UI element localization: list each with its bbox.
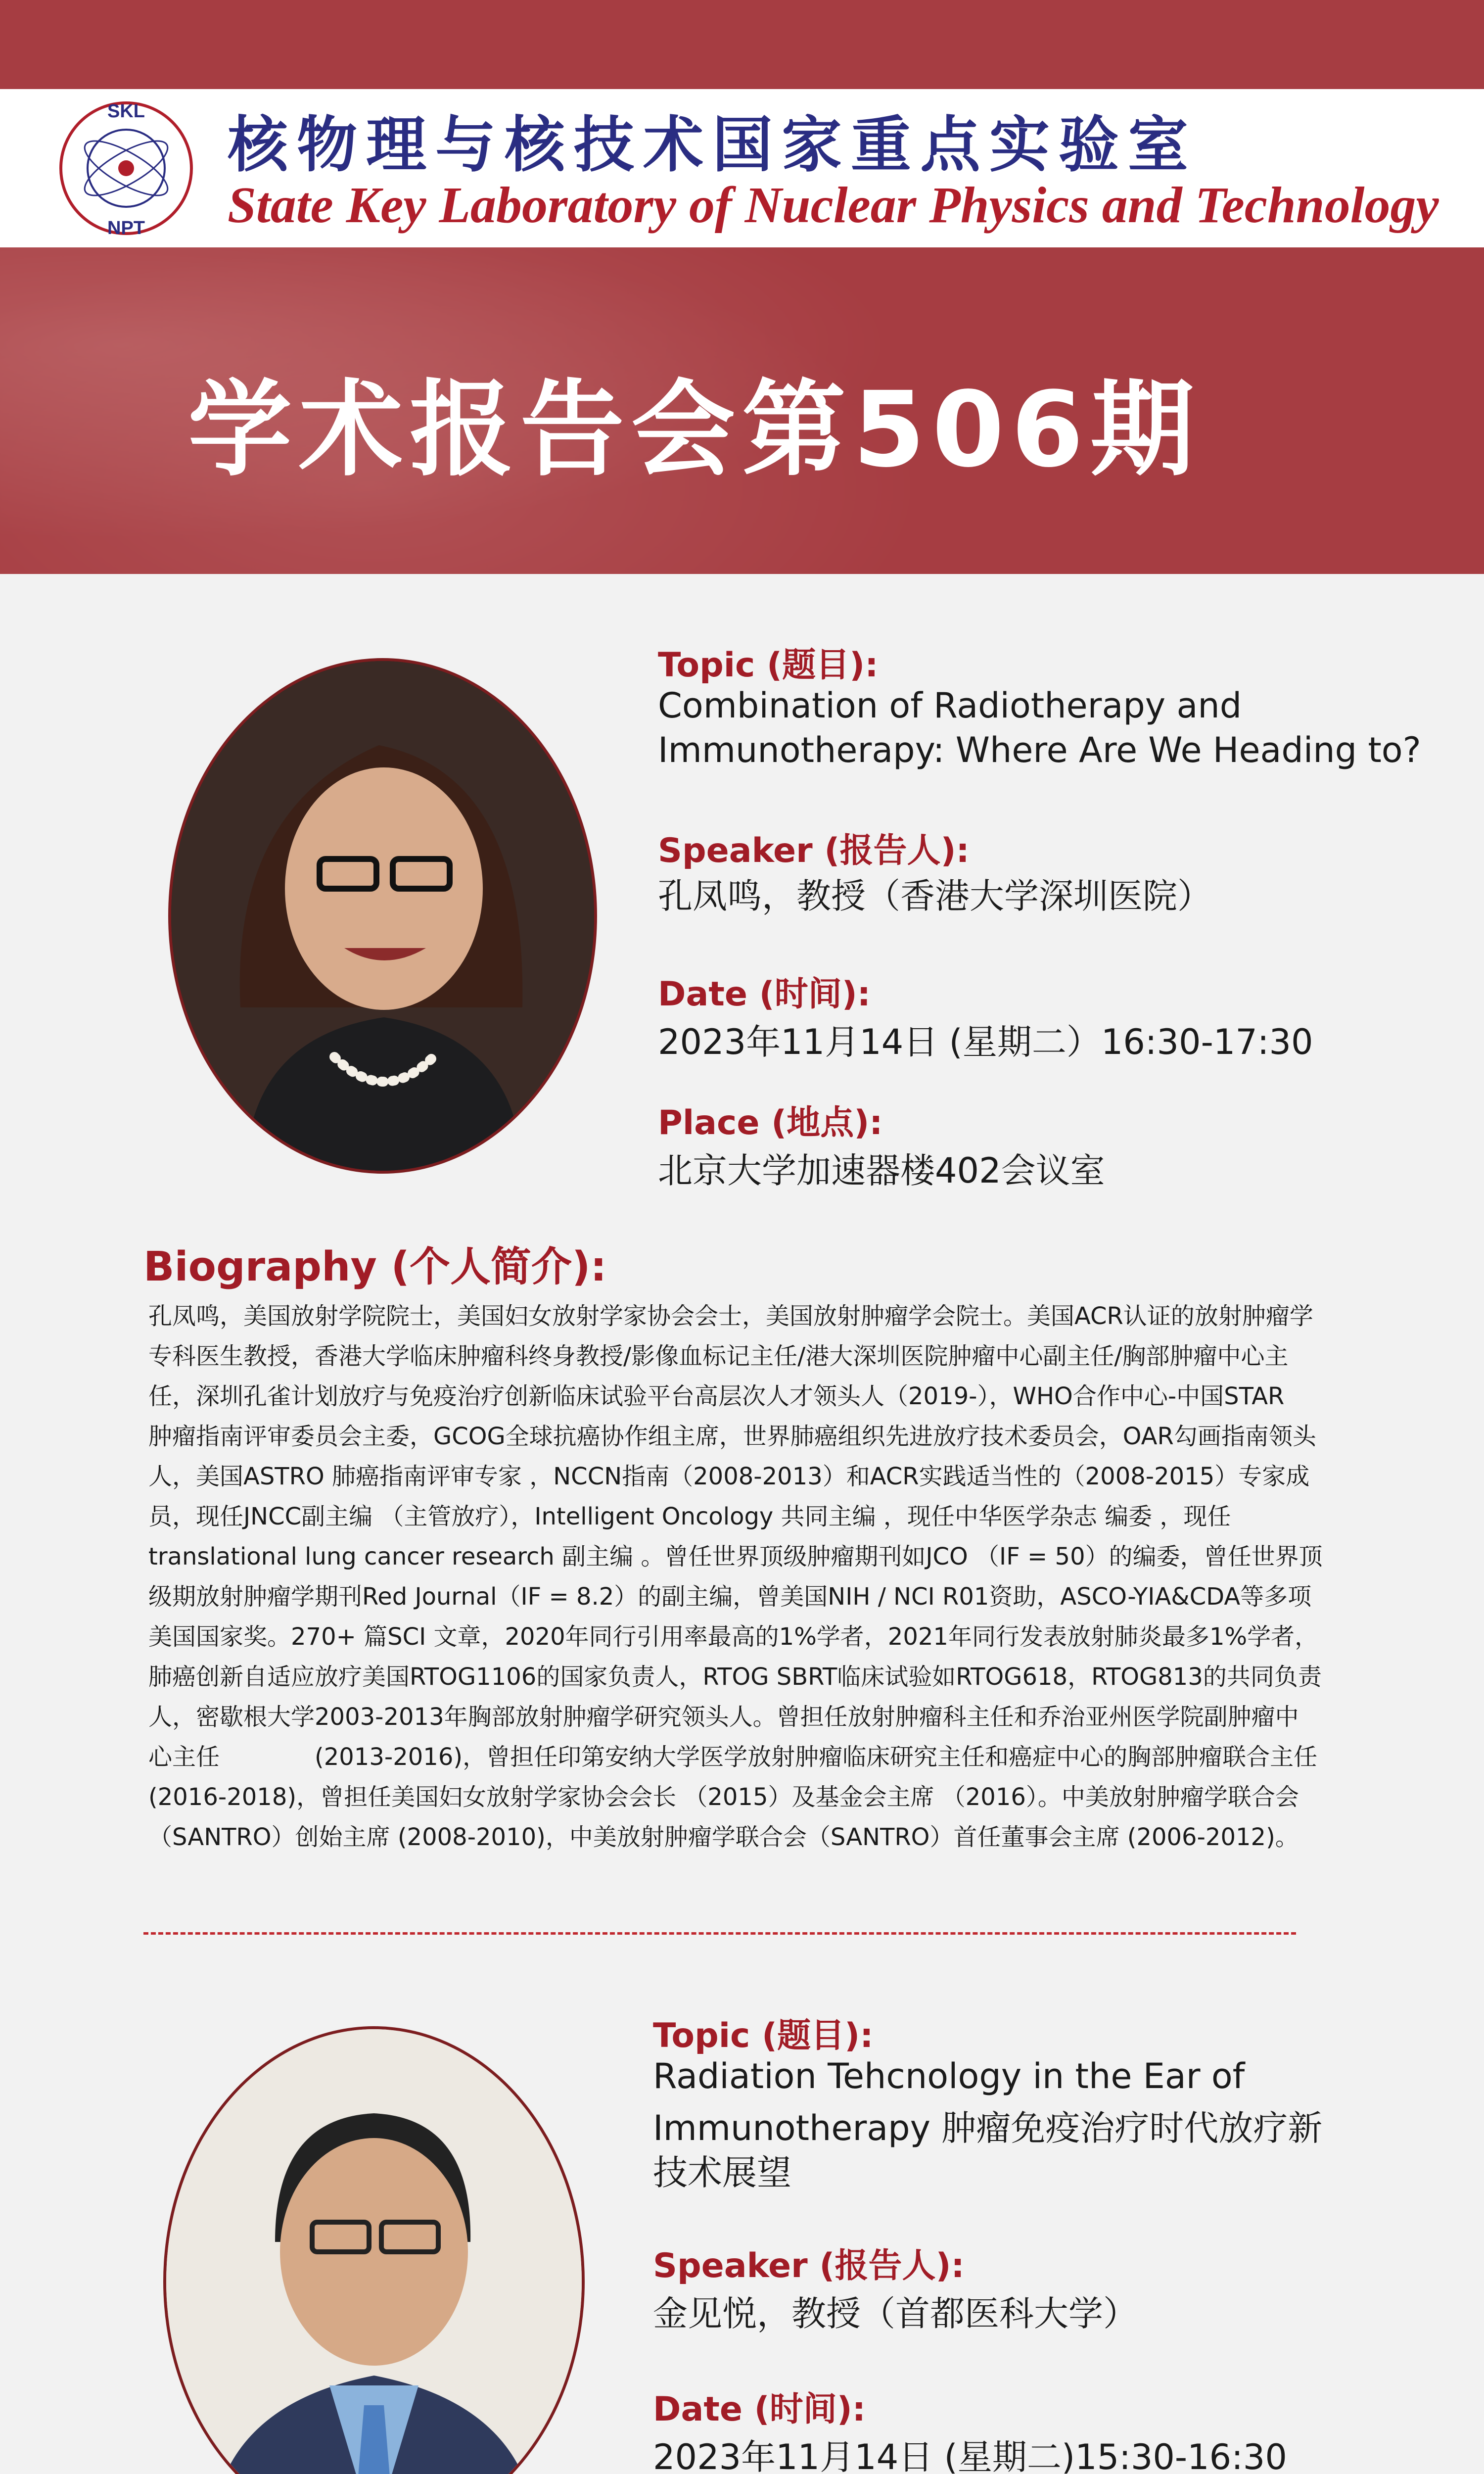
talk1-topic-line2: Immunotherapy: Where Are We Heading to? [658,730,1421,770]
talk1-speaker-label: Speaker (报告人): [658,831,970,870]
bio-line: 专科医生教授，香港大学临床肿瘤科终身教授/影像血标记主任/港大深圳医院肿瘤中心副主任/胸部肿瘤中心主 [148,1342,1289,1370]
talk1-topic-label: Topic (题目): [658,646,879,685]
section-divider [143,1932,1296,1935]
bio-line: 人，密歇根大学2003-2013年胸部放射肿瘤学研究领头人。曾担任放射肿瘤科主任和乔治亚州医学院副肿瘤中 [148,1703,1299,1731]
bio-line: 肿瘤指南评审委员会主委，GCOG全球抗癌协作组主席，世界肺癌组织先进放疗技术委员会，OAR勾画指南领头 [148,1423,1316,1450]
talk1-place-label: Place (地点): [658,1103,883,1142]
bio-line: 任，深圳孔雀计划放疗与免疫治疗创新临床试验平台高层次人才领头人（2019-），WHO合作中心-中国STAR [148,1382,1285,1410]
bio-line: (2016-2018)，曾担任美国妇女放射学家协会会长 （2015）及基金会主席 （2016）。中美放射肿瘤学联合会 [148,1783,1299,1811]
talk1-place: 北京大学加速器楼402会议室 [658,1150,1105,1191]
bio-line: 美国国家奖。270+ 篇SCI 文章，2020年同行引用率最高的1%学者，2021年同行发表放射肺炎最多1%学者， [148,1623,1319,1651]
talk2-topic-line1: Radiation Tehcnology in the Ear of [653,2056,1245,2096]
talk2-topic-line3: 技术展望 [653,2152,791,2193]
talk2-speaker-label: Speaker (报告人): [653,2246,965,2285]
bio-line: 人，美国ASTRO 肺癌指南评审专家 ，NCCN指南（2008-2013）和ACR实践适当性的（2008-2015）专家成 [148,1463,1310,1490]
talk1-biography [148,1296,1355,1857]
bio-line: （SANTRO）创始主席 (2008-2010)，中美放射肿瘤学联合会（SANTRO）首任董事会主席 (2006-2012)。 [148,1823,1299,1851]
talk2-topic-line2: Immunotherapy 肿瘤免疫治疗时代放疗新 [653,2108,1323,2148]
lab-title-english: State Key Laboratory of Nuclear Physics and Technology [228,177,1439,234]
talk1-speaker: 孔凤鸣，教授（香港大学深圳医院） [658,876,1212,916]
lab-title-chinese: 核物理与核技术国家重点实验室 [228,109,1197,180]
lab-logo [54,96,198,240]
logo-top-text: SKL [107,101,145,122]
speaker1-photo [168,658,597,1174]
talk1-date: 2023年11月14日 (星期二）16:30-17:30 [658,1022,1313,1062]
bio-line: translational lung cancer research 副主编 。曾任世界顶级肿瘤期刊如JCO （IF = 50）的编委，曾任世界顶 [148,1543,1323,1570]
bio-line: 孔凤鸣，美国放射学院院士，美国妇女放射学家协会会士，美国放射肿瘤学会院士。美国ACR认证的放射肿瘤学 [148,1302,1313,1330]
issue-title: 学术报告会第506期 [188,369,1202,490]
logo-bottom-text: NPT [107,218,145,238]
talk2-topic-label: Topic (题目): [653,2016,874,2055]
talk2-speaker: 金见悦，教授（首都医科大学） [653,2293,1138,2334]
talk1-biography-label: Biography (个人简介): [143,1243,607,1290]
talk1-date-label: Date (时间): [658,975,871,1014]
bio-line: 心主任 (2013-2016)，曾担任印第安纳大学医学放射肿瘤临床研究主任和癌症中心的胸部肿瘤联合主任 [148,1743,1318,1771]
bio-line: 肺癌创新自适应放疗美国RTOG1106的国家负责人，RTOG SBRT临床试验如RTOG618，RTOG813的共同负责 [148,1663,1322,1691]
bio-line: 级期放射肿瘤学期刊Red Journal（IF = 8.2）的副主编，曾美国NIH / NCI R01资助，ASCO-YIA&CDA等多项 [148,1583,1312,1611]
talk2-date-label: Date (时间): [653,2390,866,2429]
talk1-topic-line1: Combination of Radiotherapy and [658,685,1242,726]
talk2-date: 2023年11月14日 (星期二)15:30-16:30 [653,2437,1287,2474]
bio-line: 员，现任JNCC副主编 （主管放疗），Intelligent Oncology 共同主编 ，现任中华医学杂志 编委 ，现任 [148,1503,1231,1530]
